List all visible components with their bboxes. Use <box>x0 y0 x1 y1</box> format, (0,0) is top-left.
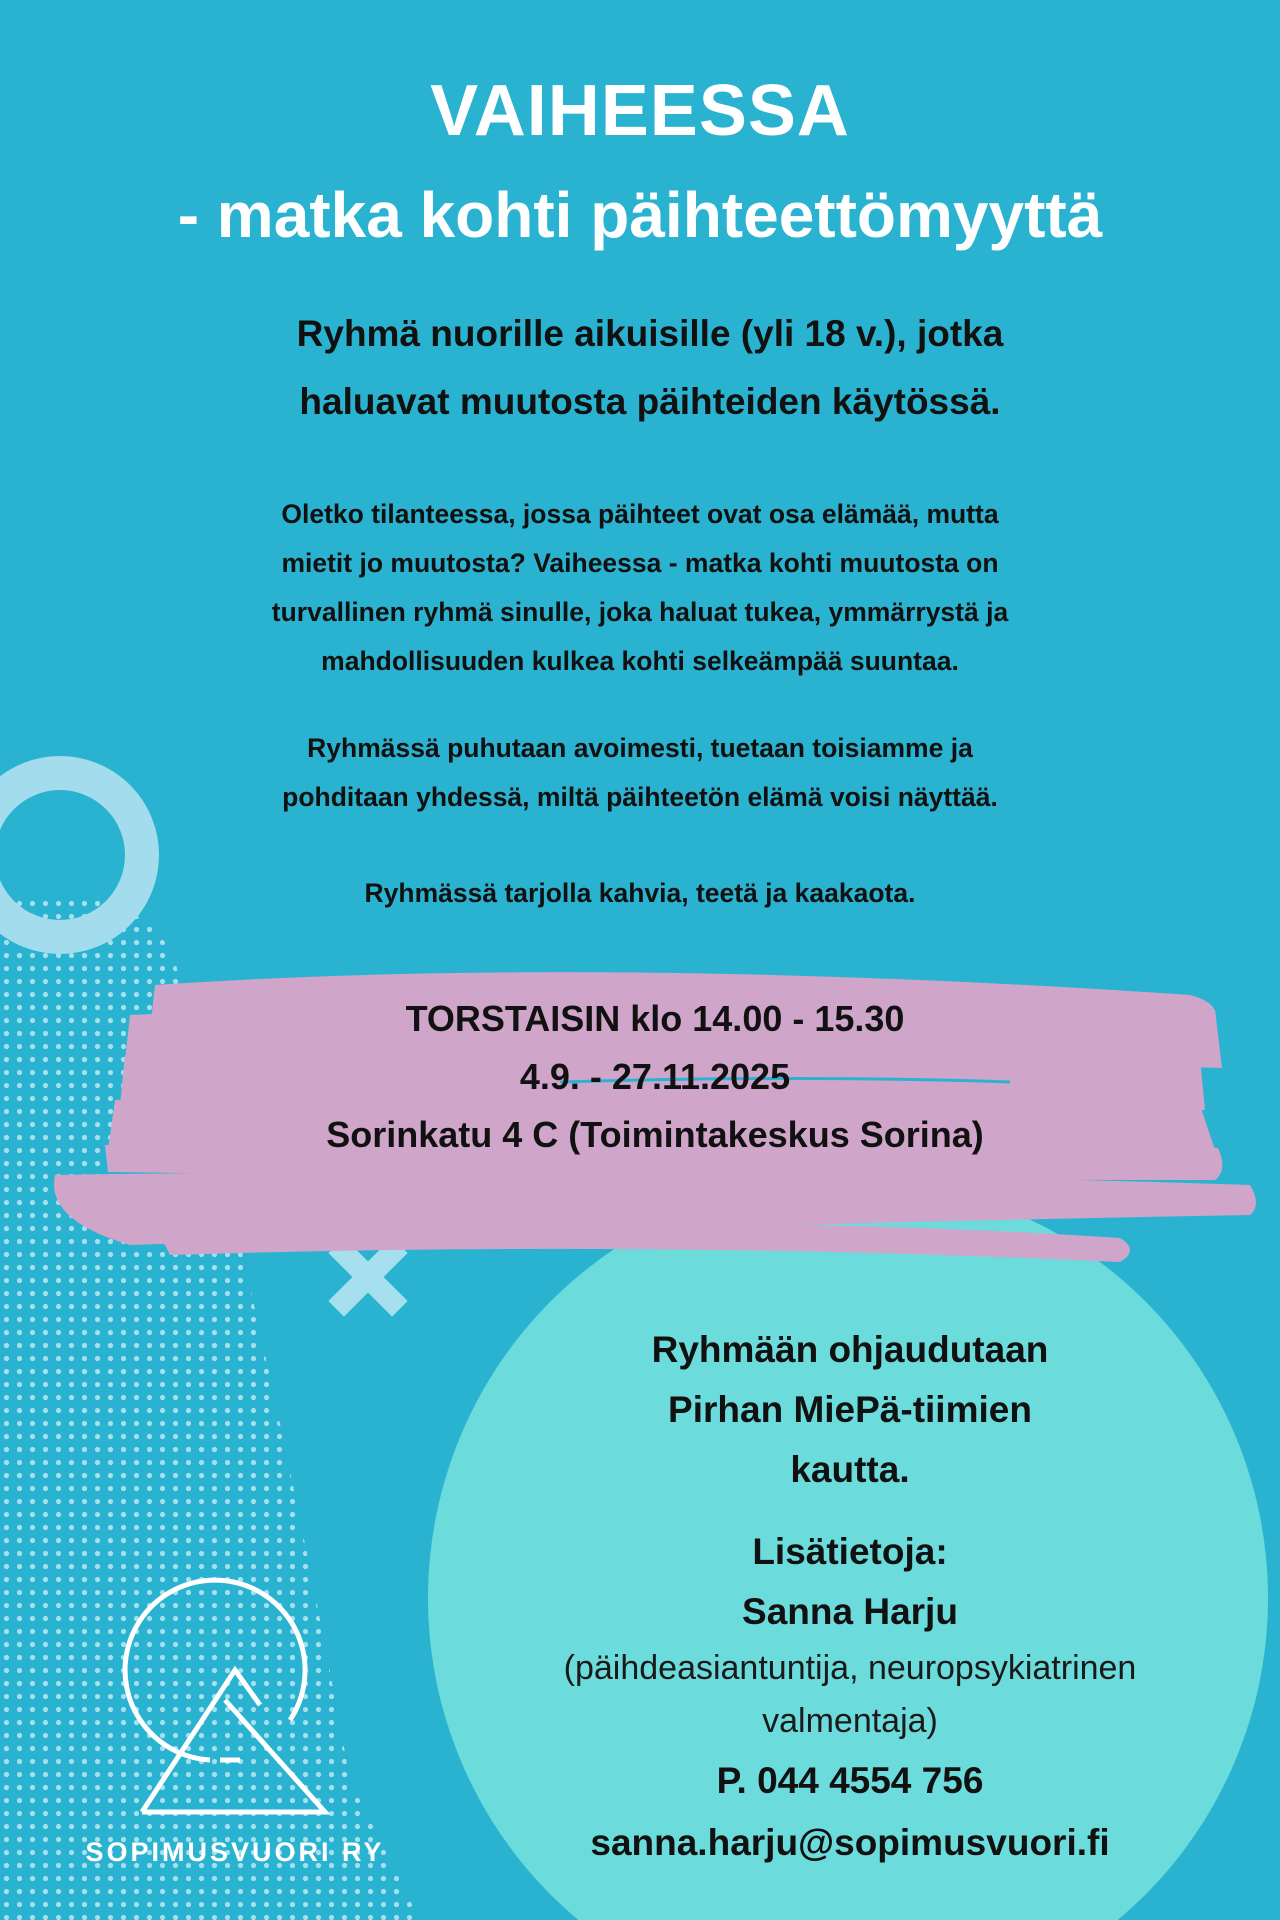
schedule-block <box>180 990 1130 1164</box>
group-paragraph <box>140 724 1140 822</box>
referral-line: kautta. <box>790 1449 910 1490</box>
organization-name: SOPIMUSVUORI RY <box>85 1837 385 1867</box>
lead-text <box>150 300 1150 436</box>
contact-email: sanna.harju@sopimusvuori.fi <box>590 1822 1110 1863</box>
refreshments-paragraph: Ryhmässä tarjolla kahvia, teetä ja kaakaota. <box>364 878 916 908</box>
contact-phone: P. 044 4554 756 <box>716 1760 984 1801</box>
info-label: Lisätietoja: <box>752 1531 948 1572</box>
schedule-dates: 4.9. - 27.11.2025 <box>519 1056 791 1097</box>
intro-paragraph <box>140 490 1140 686</box>
lead-line: haluavat muutosta päihteiden käytössä. <box>299 381 1001 422</box>
paragraph-line: Oletko tilanteessa, jossa päihteet ovat osa elämää, mutta <box>281 499 999 529</box>
schedule-hours: klo 14.00 - 15.30 <box>620 998 905 1039</box>
contact-name: Sanna Harju <box>742 1591 958 1632</box>
lead-line: Ryhmä nuorille aikuisille (yli 18 v.), jotka <box>296 313 1004 354</box>
contact-role: (päihdeasiantuntija, neuropsykiatrinen <box>563 1649 1137 1687</box>
schedule-place: Sorinkatu 4 C (Toimintakeskus Sorina) <box>326 1114 984 1155</box>
paragraph-line: turvallinen ryhmä sinulle, joka haluat tukea, ymmärrystä ja <box>271 597 1009 627</box>
paragraph-line: Ryhmässä puhutaan avoimesti, tuetaan toisiamme ja <box>307 733 973 763</box>
paragraph-line: mietit jo muutosta? Vaiheessa - matka kohti muutosta on <box>281 548 999 578</box>
referral-line: Pirhan MiePä-tiimien <box>668 1389 1032 1430</box>
contact-block <box>490 1320 1210 1874</box>
contact-role: valmentaja) <box>762 1702 938 1740</box>
paragraph-line: mahdollisuuden kulkea kohti selkeämpää suuntaa. <box>321 646 959 676</box>
page-title: VAIHEESSA <box>430 71 850 151</box>
paragraph-line: pohditaan yhdessä, miltä päihteetön elämä voisi näyttää. <box>282 782 998 812</box>
page-subtitle: - matka kohti päihteettömyyttä <box>177 179 1103 251</box>
schedule-time <box>180 990 1130 1048</box>
referral-line: Ryhmään ohjaudutaan <box>651 1329 1049 1370</box>
schedule-day: TORSTAISIN <box>405 998 621 1039</box>
